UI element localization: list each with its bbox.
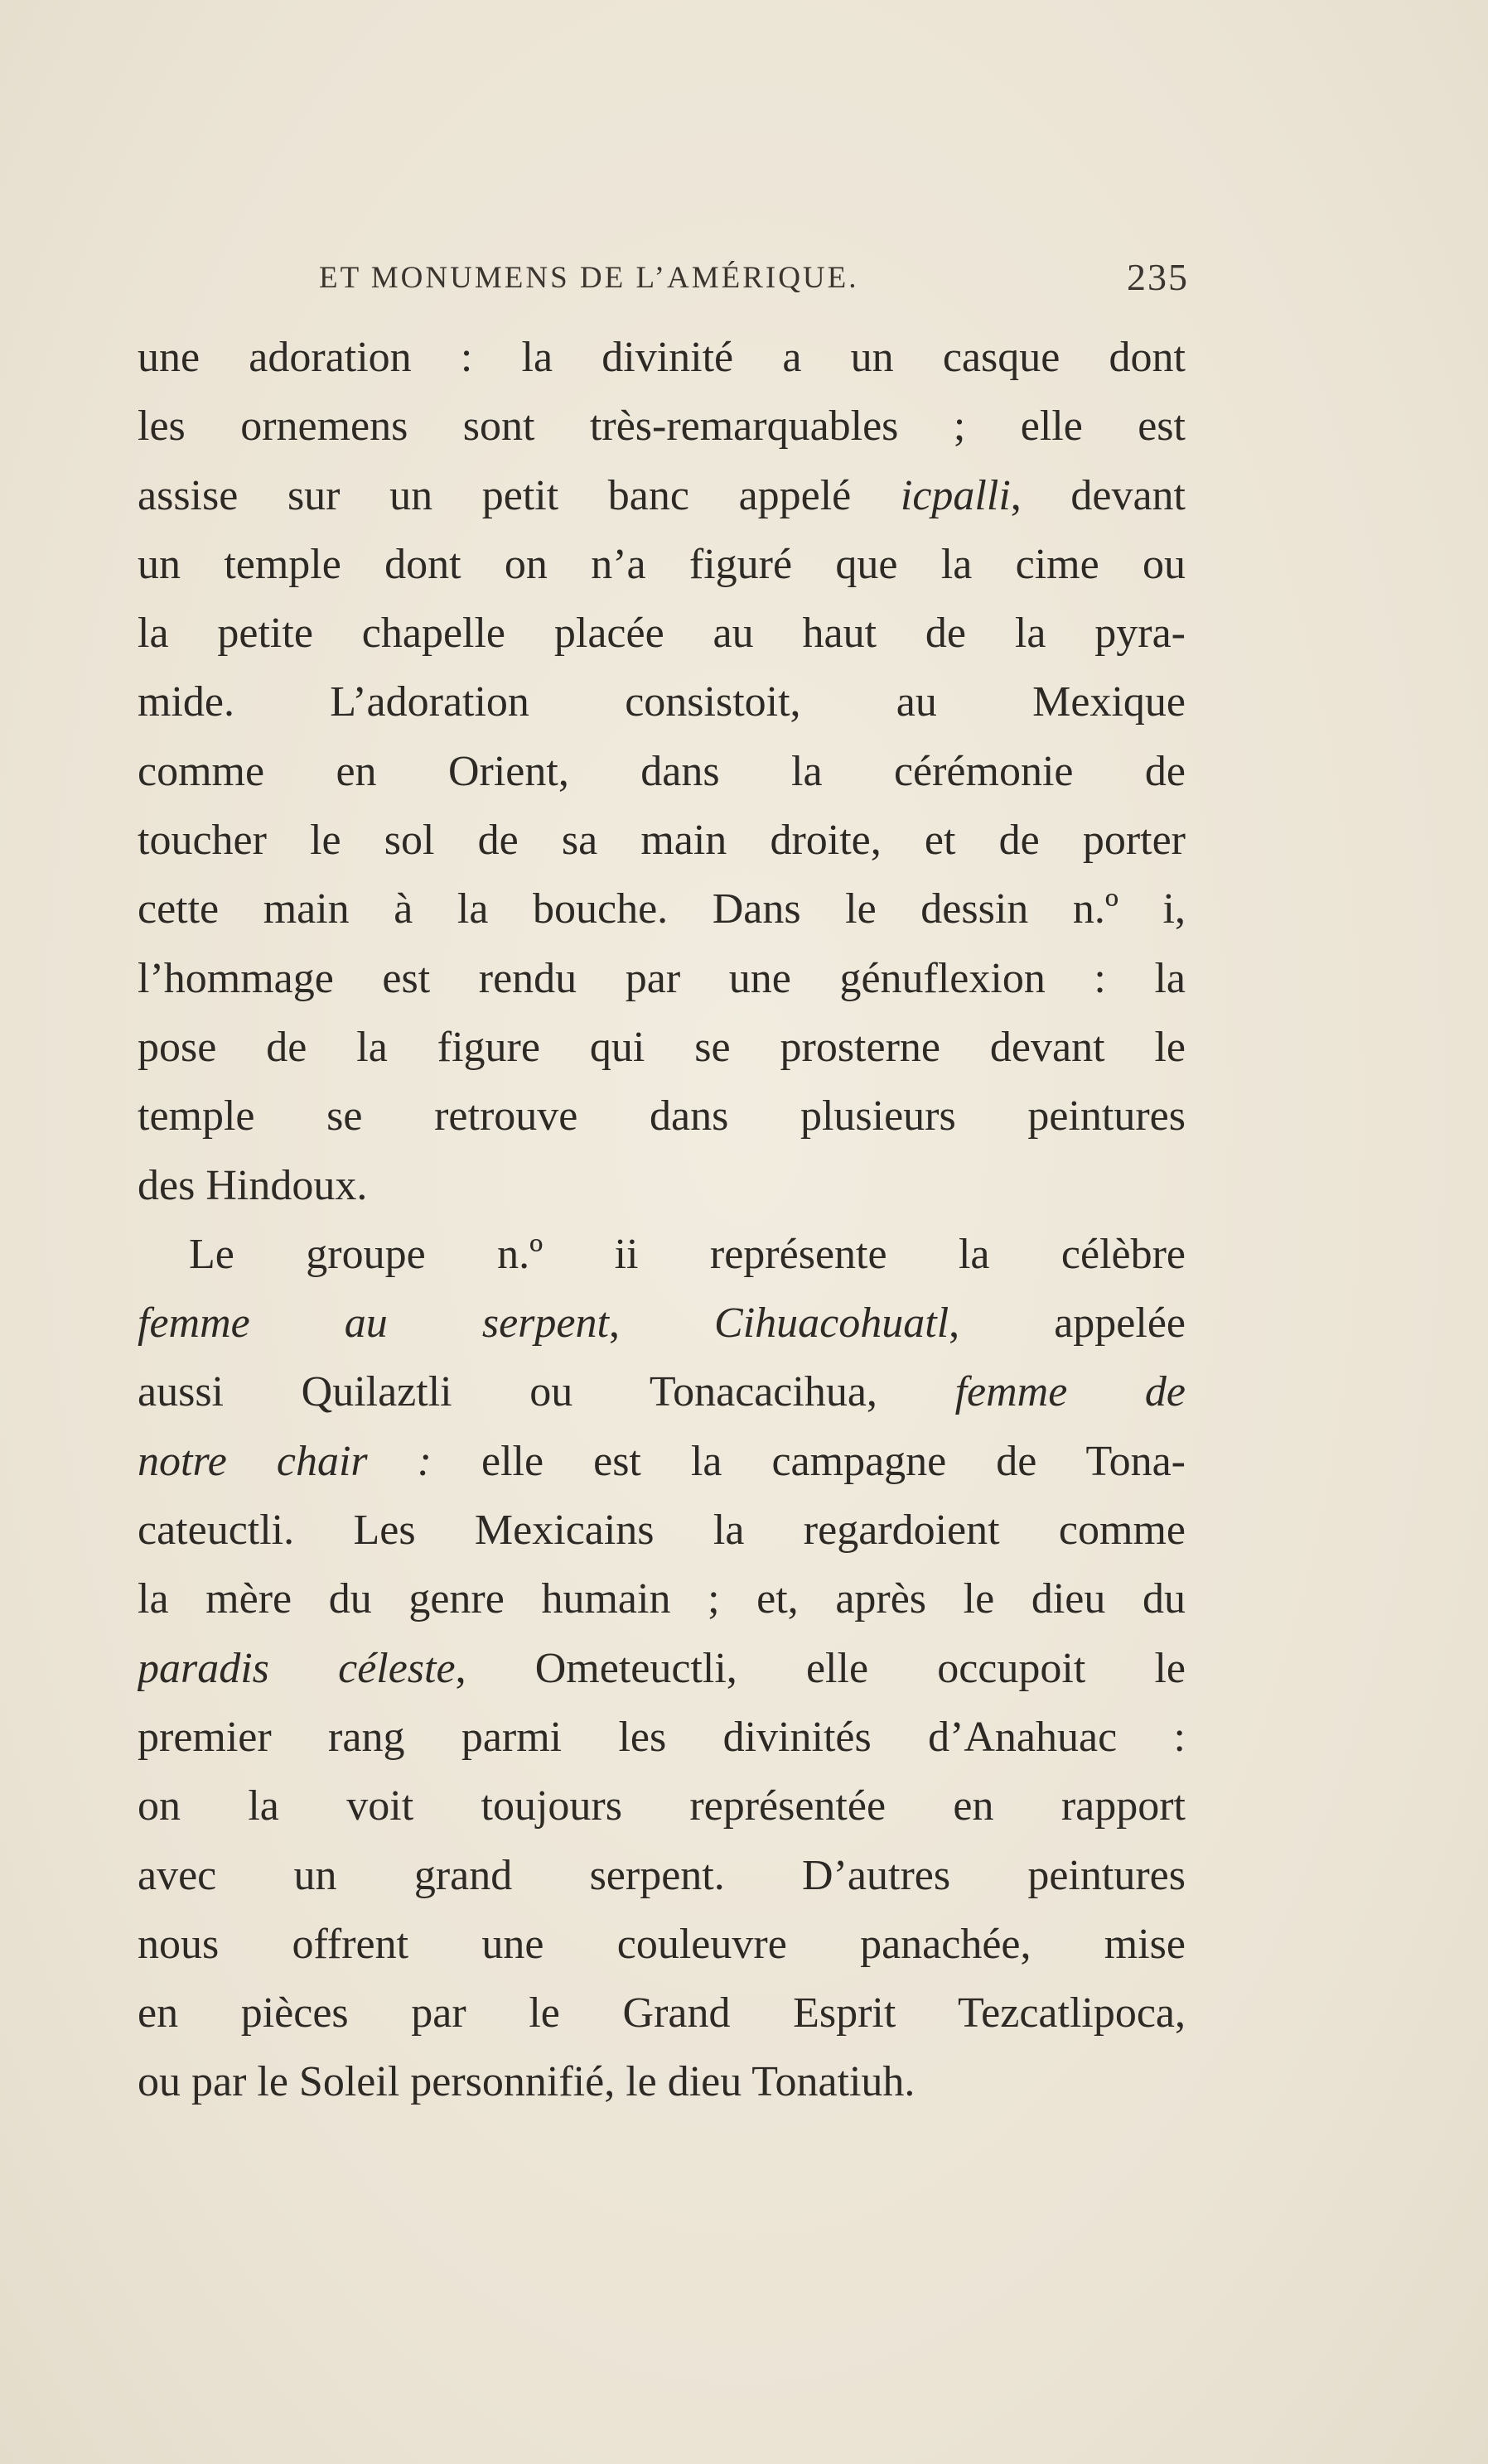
text-line <box>138 944 1186 1013</box>
text-line <box>138 1841 1186 1910</box>
text-line <box>138 392 1186 460</box>
running-head <box>319 250 1189 300</box>
text-line <box>138 737 1186 806</box>
text-line <box>138 599 1186 668</box>
text-segment: assise sur un petit banc appelé <box>138 471 901 519</box>
text-line <box>138 1082 1186 1150</box>
text-segment: , appelée <box>949 1300 1186 1348</box>
text-line <box>138 1703 1186 1772</box>
text-segment: temple se retrouve dans plusieurs peintures <box>138 1092 1186 1140</box>
text-segment: on la voit toujours représentée en rapport <box>138 1782 1186 1830</box>
text-line <box>138 806 1186 875</box>
text-line <box>138 1357 1186 1426</box>
text-line <box>138 1772 1186 1840</box>
text-segment: nous offrent une couleuvre panachée, mise <box>138 1920 1186 1968</box>
text-line <box>138 668 1186 736</box>
text-segment: des Hindoux. <box>138 1161 368 1209</box>
text-segment: un temple dont on n’a figuré que la cime ou <box>138 540 1186 588</box>
text-line <box>138 875 1186 943</box>
text-segment: comme en Orient, dans la cérémonie de <box>138 747 1186 795</box>
text-segment: les ornemens sont très-remarquables ; elle est <box>138 403 1186 451</box>
italic-text: paradis céleste <box>138 1644 456 1692</box>
italic-text: icpalli <box>900 471 1011 519</box>
text-segment: cette main à la bouche. Dans le dessin n.º i, <box>138 885 1186 933</box>
text-segment: en pièces par le Grand Esprit Tezcatlipoca, <box>138 1989 1186 2037</box>
text-segment: une adoration : la divinité a un casque dont <box>138 334 1186 381</box>
text-line <box>138 1565 1186 1633</box>
text-line <box>138 1013 1186 1082</box>
text-segment: cateuctli. Les Mexicains la regardoient comme <box>138 1507 1186 1555</box>
text-line <box>138 1220 1186 1289</box>
text-line <box>138 530 1186 599</box>
text-line <box>138 1910 1186 1979</box>
text-line <box>138 1427 1186 1496</box>
text-segment: mide. L’adoration consistoit, au Mexique <box>138 678 1186 726</box>
text-line <box>138 1634 1186 1703</box>
text-line <box>138 1496 1186 1565</box>
text-line <box>138 1979 1186 2047</box>
text-segment: , Ometeuctli, elle occupoit le <box>455 1644 1186 1692</box>
text-segment: Le groupe n.º ii représente la célèbre <box>189 1230 1186 1278</box>
italic-text: femme au serpent <box>138 1300 609 1348</box>
text-line <box>138 461 1186 530</box>
text-segment: pose de la figure qui se prosterne devant le <box>138 1023 1186 1071</box>
text-segment: , <box>608 1300 715 1348</box>
text-segment: la petite chapelle placée au haut de la pyra- <box>138 610 1186 658</box>
running-head-title: ET MONUMENS DE L’AMÉRIQUE. <box>319 261 859 295</box>
italic-text: femme de <box>954 1368 1186 1416</box>
text-segment: toucher le sol de sa main droite, et de porter <box>138 817 1186 865</box>
italic-text: Cihuacohuatl <box>714 1300 949 1348</box>
page-number: 235 <box>1127 256 1189 298</box>
text-line <box>138 1289 1186 1357</box>
text-segment: aussi Quilaztli ou Tonacacihua, <box>138 1368 955 1416</box>
text-segment: elle est la campagne de Tona- <box>431 1437 1186 1485</box>
text-segment: premier rang parmi les divinités d’Anahuac : <box>138 1713 1186 1761</box>
italic-text: notre chair : <box>138 1437 432 1485</box>
text-segment: avec un grand serpent. D’autres peintures <box>138 1851 1186 1899</box>
text-segment: la mère du genre humain ; et, après le dieu du <box>138 1575 1186 1623</box>
text-line <box>138 1151 1186 1220</box>
text-line <box>138 323 1186 392</box>
text-segment: ou par le Soleil personnifié, le dieu Tonatiuh. <box>138 2058 916 2106</box>
text-line <box>138 2047 1186 2116</box>
text-segment: l’hommage est rendu par une génuflexion : la <box>138 954 1186 1002</box>
text-segment: , devant <box>1010 471 1186 519</box>
body-text <box>138 323 1186 2117</box>
